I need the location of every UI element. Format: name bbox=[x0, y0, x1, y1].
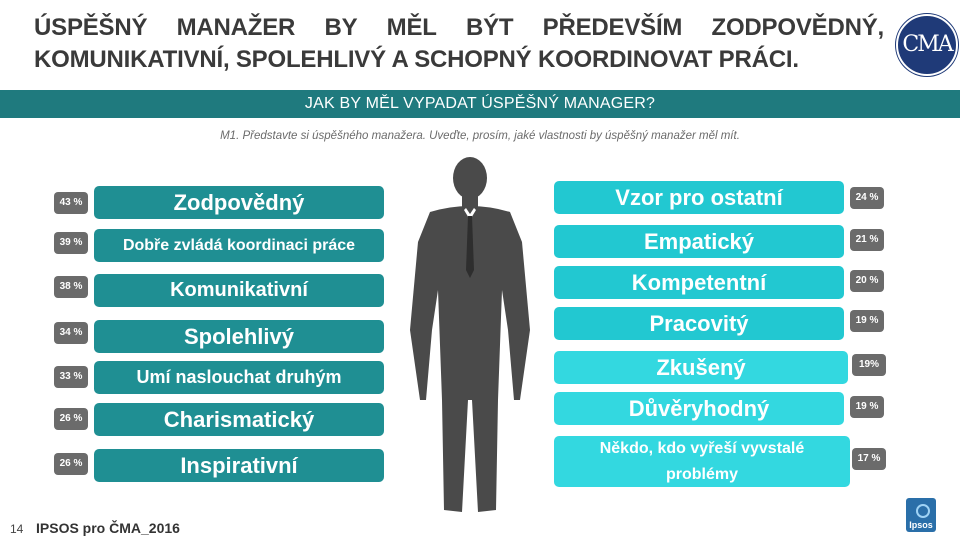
percent-badge: 26 % bbox=[54, 408, 88, 430]
trait-bar-naslouchat: Umí naslouchat druhým bbox=[94, 361, 384, 394]
trait-bar-empaticky: Empatický bbox=[554, 225, 844, 258]
ipsos-mark-icon bbox=[916, 504, 930, 518]
source-note: IPSOS pro ČMA_2016 bbox=[36, 520, 180, 536]
question-text: M1. Představte si úspěšného manažera. Uveďte, prosím, jaké vlastnosti by úspěšný manažer měl mít. bbox=[220, 130, 740, 142]
trait-bar-pracovity: Pracovitý bbox=[554, 307, 844, 340]
slide-title-line2: KOMUNIKATIVNÍ, SPOLEHLIVÝ A SCHOPNÝ KOORDINOVAT PRÁCI. bbox=[34, 46, 799, 73]
percent-badge: 24 % bbox=[850, 187, 884, 209]
page-number: 14 bbox=[10, 522, 24, 536]
cma-logo-text: CMA bbox=[902, 32, 952, 57]
title-word: MĚL bbox=[386, 14, 437, 41]
title-word: BY bbox=[324, 14, 358, 41]
trait-bar-resi-problemy: Někdo, kdo vyřeší vyvstalé problémy bbox=[554, 436, 850, 487]
trait-bar-zodpovedny: Zodpovědný bbox=[94, 186, 384, 219]
trait-bar-zkuseny: Zkušený bbox=[554, 351, 848, 384]
percent-badge: 19 % bbox=[850, 310, 884, 332]
percent-badge: 17 % bbox=[852, 448, 886, 470]
trait-bar-koordinace: Dobře zvládá koordinaci práce bbox=[94, 229, 384, 262]
trait-bar-spolehlivy: Spolehlivý bbox=[94, 320, 384, 353]
trait-bar-charismaticky: Charismatický bbox=[94, 403, 384, 436]
slide-title bbox=[34, 12, 884, 76]
title-word: ZODPOVĚDNÝ, bbox=[711, 14, 884, 41]
trait-bar-komunikativni: Komunikativní bbox=[94, 274, 384, 307]
title-word: PŘEDEVŠÍM bbox=[542, 14, 683, 41]
percent-badge: 19% bbox=[852, 354, 886, 376]
section-header-band: JAK BY MĚL VYPADAT ÚSPĚŠNÝ MANAGER? bbox=[0, 90, 960, 118]
trait-bar-inspirativni: Inspirativní bbox=[94, 449, 384, 482]
percent-badge: 20 % bbox=[850, 270, 884, 292]
percent-badge: 33 % bbox=[54, 366, 88, 388]
title-word: BÝT bbox=[465, 14, 514, 41]
percent-badge: 38 % bbox=[54, 276, 88, 298]
cma-logo bbox=[896, 14, 958, 76]
percent-badge: 39 % bbox=[54, 232, 88, 254]
trait-bar-vzor: Vzor pro ostatní bbox=[554, 181, 844, 214]
percent-badge: 21 % bbox=[850, 229, 884, 251]
percent-badge: 43 % bbox=[54, 192, 88, 214]
businessman-silhouette-icon bbox=[390, 150, 550, 520]
percent-badge: 34 % bbox=[54, 322, 88, 344]
percent-badge: 19 % bbox=[850, 396, 884, 418]
percent-badge: 26 % bbox=[54, 453, 88, 475]
trait-bar-duveryhodny: Důvěryhodný bbox=[554, 392, 844, 425]
slide-title-line1 bbox=[34, 12, 884, 44]
ipsos-logo-text: Ipsos bbox=[909, 520, 933, 530]
title-word: MANAŽER bbox=[176, 14, 296, 41]
title-word: ÚSPĚŠNÝ bbox=[34, 14, 148, 41]
trait-bar-kompetentni: Kompetentní bbox=[554, 266, 844, 299]
